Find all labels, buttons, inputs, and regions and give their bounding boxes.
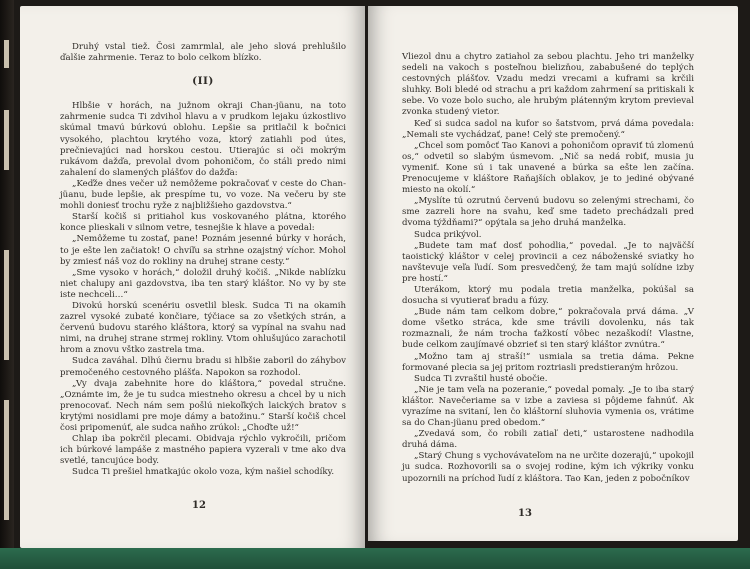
paragraph: „Možno tam aj straší!“ usmiala sa tretia dáma. Pekne formované plecia sa jej pritom roztriasli predstieraným hrôzou. [402, 351, 694, 373]
paragraph: „Sme vysoko v horách,“ doložil druhý kočiš. „Nikde nablízku niet chalupy ani gazdovstva, iba ten starý kláštor. No vy by ste iste nechceli…“ [60, 267, 346, 300]
chapter-heading: (II) [192, 75, 214, 88]
intro-paragraph: Druhý vstal tiež. Čosi zamrmlal, ale jeho slová prehlušilo ďalšie zahrmenie. Teraz to bolo celkom blízko. [60, 42, 346, 64]
page-number: 13 [518, 508, 532, 519]
paragraph: „Keďže dnes večer už nemôžeme pokračovať v ceste do Chan-jüanu, bude lepšie, ak prespíme tu, vo voze. Na večeru by ste mohli doniesť trochu ryže z najbližšieho gazdovstva.“ [60, 178, 346, 212]
paragraph: „Nemôžeme tu zostať, pane! Poznám jesenné búrky v horách, to je ešte len začiatok! O chvíľu sa strhne ozajstný víchor. Mohol by zmiesť náš voz do rokliny na druhej strane cesty.“ [60, 234, 346, 267]
paragraph: Divokú horskú scenériu osvetlil blesk. Sudca Ti na okamih zazrel vysoké zubaté končiare, týčiace sa zo všetkých strán, a červenú budovu starého kláštora, ktorý sa vypínal na svahu nad nimi, na druhej strane strmej rokliny. Vtom ohlušujúco zarachotil hrom a znovu vštko zastrela tma. [60, 300, 346, 356]
edge-mark [4, 110, 9, 170]
edge-mark [4, 250, 9, 360]
edge-mark [4, 40, 9, 68]
book-cover-edge [0, 548, 750, 569]
left-page [20, 6, 365, 548]
paragraph: Sudca prikývol. [414, 229, 482, 240]
paragraph: „Nie je tam veľa na pozeranie,“ povedal pomaly. „Je to iba starý kláštor. Navečeriame sa v izbe a zaviesa si pôjdeme fahnúť. Ak vyrazíme na svitaní, len čo kláštorní sluhovia vymenia os, vrátime sa do Chan-jüanu pred obedom.“ [402, 384, 694, 429]
edge-mark [4, 400, 9, 520]
paragraph: „Starý Chung s vychovávateľom na ne určite dozerajú,“ upokojil ju sudca. Rozhovorili sa o svojej rodine, kým ich výkriky vonku upozornili na príchod ľudí z kláštora. Tao Kan, jeden z pobočníkov [402, 451, 694, 484]
paragraph: „Bude nám tam celkom dobre,“ pokračovala prvá dáma. „V dome všetko stráca, kde sme trávili dovolenku, nás tak rozmaznali, že nám trocha ťažkostí vôbec nezaškodí! Vlastne, bude celkom zaujímavé obzrieť si ten starý kláštor zvnútra.“ [402, 307, 694, 351]
paragraph: „Budete tam mať dosť pohodlia,“ povedal. „Je to najväčší taoistický kláštor v celej provincii a cez náboženské sviatky ho navštevuje veľa ľudí. Som presvedčený, že tam majú solídne izby pre hostí.“ [402, 240, 694, 284]
paragraph: „Vy dvaja zabehnite hore do kláštora,“ povedal stručne. „Oznámte im, že je tu sudca miestneho okresu a chcel by u nich prenocovať. Nech nám sem pošlú niekoľkých laických bratov s krytými nosidlami pre moje dámy a batožinu.“ Starší kočiš chcel čosi pripomenúť, ale sudca naňho zrúkol: „Choďte už!“ [60, 378, 346, 433]
page-number: 12 [192, 500, 206, 511]
paragraph: Sudca Ti prešiel hmatkajúc okolo voza, kým našiel schodíky. [72, 467, 335, 478]
paragraph: Uterákom, ktorý mu podala tretia manželka, pokúšal sa dosucha si vyutierať bradu a fúzy. [402, 284, 694, 307]
paragraph: „Chcel som pomôcť Tao Kanovi a pohoničom opraviť tú zlomenú os,“ odvetil so slabým úsmevom. „Nič sa nedá robiť, musia ju vymeniť. Kone sú i tak unavené a búrka sa ešte len začína. Prenocujeme v kláštore Raňajších oblakov, je to jediné obývané miesto na okolí.“ [402, 140, 694, 196]
left-page-text [60, 42, 346, 478]
paragraph: „Zvedavá som, čo robili zatiaľ deti,“ ustarostene nadhodila druhá dáma. [402, 429, 694, 451]
paragraph: Sudca Ti zvraštil husté obočie. [414, 373, 548, 384]
paragraph: Starší kočiš si pritiahol kus voskovaného plátna, ktorého konce plieskali v silnom vetre, tesnejšie k hlave a povedal: [60, 212, 346, 234]
right-page [368, 6, 738, 541]
paragraph: Sudca zaváhal. Dlhú čiernu bradu si hlbšie zaboril do záhybov premočeného cestovného plášťa. Napokon sa rozhodol. [60, 356, 346, 378]
paragraph: Chlap iba pokrčil plecami. Obidvaja rýchlo vykročili, pričom ich búrkové lampáše z mastného papiera vyzerali v tme ako dva svetlé, tancujúce body. [60, 434, 346, 467]
paragraph: „Myslíte tú ozrutnú červenú budovu so zelenými strechami, čo sme zazreli hore na svahu, keď sme tadeto prechádzali pred dvoma týždňami?“ opýtala sa jeho druhá manželka. [402, 196, 694, 229]
book-edge [0, 0, 14, 569]
paragraph: Hlbšie v horách, na južnom okraji Chan-jüanu, na toto zahrmenie sudca Ti zdvihol hlavu a v prudkom lejaku úzkostlivo skúmal tmavú búrkovú oblohu. Lepšie sa pritlačil k bočnici vysokého, plachtou krytého voza, ktorý zatiahli pod útes, prečnievajúci nad horskou cestou. Utierajúc si oči mokrým rukávom dažďa, prevolal dvom pohoničom, čo stáli predo nimi zahalení do slamených plášťov do dažďa: [60, 101, 346, 178]
right-page-text [402, 52, 694, 485]
paragraph: Vliezol dnu a chytro zatiahol za sebou plachtu. Jeho tri manželky sedeli na vakoch s posteľnou bielizňou, zababušené do teplých cestovných plášťov. Vzadu medzi vrecami a kuframi sa krčili sluhky. Boli bledé od strachu a pri každom zahrmení sa pritiskali k sebe. Vo voze bolo sucho, ale hrubým plátenným krytom previeval zvonka studený vietor. [402, 52, 694, 118]
paragraph: Keď si sudca sadol na kufor so šatstvom, prvá dáma povedala: „Nemali ste vychádzať, pane! Celý ste premočený.“ [402, 118, 694, 140]
